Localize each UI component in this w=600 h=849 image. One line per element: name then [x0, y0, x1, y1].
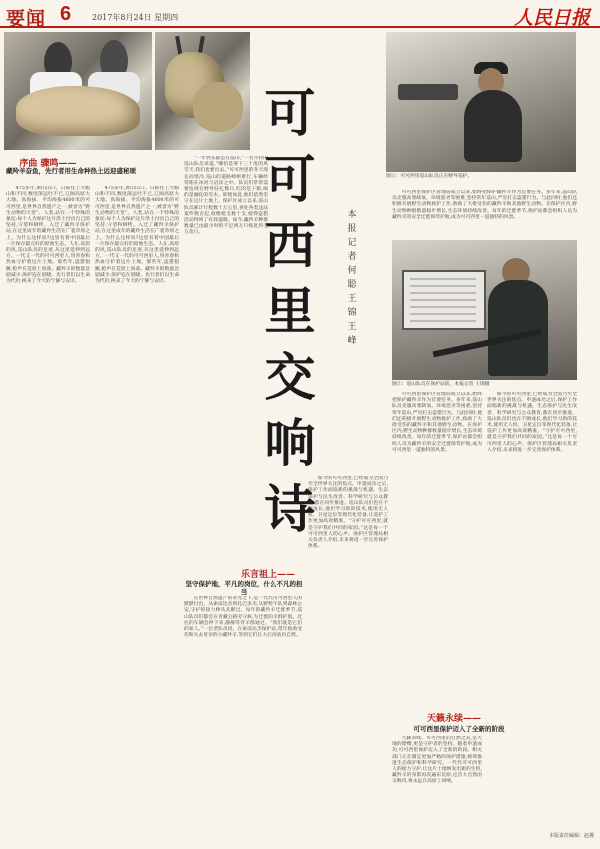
- photo-antelopes: [155, 32, 250, 150]
- section-subheading-prelude: 藏羚羊奋鱼，先行者用生命种热土远迎盛秘颂: [6, 167, 136, 175]
- section-heading-movement: 乐言祖上——: [240, 570, 295, 580]
- article-column-6: 可可西里保护区管理局成立以来,始终把保护藏羚羊作为首要任务。多年来,巡山队员克服高寒缺氧、环境恶劣等困难,坚持常年巡山,严厉打击盗猎行为。与此同时,他们还积极开展野生动物救护工作,救助了大批受伤的藏羚羊和其他野生动物。在保护区内,野生动物种群数量稳步增长,生态环境持续改善。每年的迁徙季节,保护站都会组织人员为藏羚羊的安全迁徙保驾护航,成为可可西里一道独特的风景。: [392, 190, 577, 220]
- masthead-logo: 人民日报: [513, 7, 590, 29]
- article-column-8: 如今的可可西里,已经成为全国乃至全世界关注的焦点。申遗成功之后,保护工作面临新的挑战与机遇。生态保护与民生改善、科学研究与公众教育,都在同步推进。巡山队员们也在不断成长,他们学习新的技术,使用无人机、卫星定位等现代化装备,让巡护工作更加高效精准。“守护可可西里,就是守护我们共同的家园。”这是每一个可可西里人的心声。保护区管理局相关负责人介绍,未来将进一步完善保护体系。: [487, 392, 577, 453]
- section-subheading-finale: 可可西里保护迈入了全新的阶段: [413, 725, 505, 733]
- page-number: 6: [60, 3, 72, 25]
- editor-credit: 本版责任编辑：赵翼: [548, 833, 594, 839]
- photo-ranger-at-station: [392, 240, 577, 380]
- page-header: [0, 0, 600, 28]
- photo-ranger-observing: [386, 32, 576, 172]
- section-subheading-movement: 坚守保护地，平凡的岗位，什么不凡的担当: [185, 580, 303, 596]
- section-name: 要闻: [6, 9, 47, 30]
- article-column-2: 475多年,黄山山口。日际往上大帽山和不同,数度深远吐不已,辽阔高原大大地。高海拔、平均海拔4600米的可可西里,是世界自然遗产之一,被誉为“野生动物的天堂”。人类,站在一个特殊的象征:每个人为保护这片净土付出自己的坚持,守望和牺牲。入迁了藏羚羊保护站,在这里成年的藏羚生活在广袤草原之上。为什么这样说?这里有着中国最后一片保存最完好的原始生态。人在,高原的风,巡山队员的足迹,从这里延伸到远方。一代又一代的可可西里人,用青春和热血守护着这片土地。那些年,盗猎猖獗,枪声在荒原上回荡。藏羚羊的数量急剧减少,保护迫在眉睫。先行者们以生命为代价,换来了今天的宁静与安详。: [95, 186, 179, 285]
- section-heading-prelude: 序曲 骤鸣——: [19, 159, 77, 169]
- article-column-4: 在世界自然遗产的荣光之下,是一代代可可西里人的默默付出。从索南达杰到扎巴多杰,从野牦牛队到森林公安,守护的接力棒从未断过。每年的藏羚羊迁徙季节,巡山队员们都会在青藏公路旁守候,为迁徙的羊群护航。过往的车辆会停下来,静静等待羊群通过。“我们就是它们的家人。”一位老队员说。在索南达杰保护站,常年救助受伤和失去母亲的小藏羚羊,等到它们长大后再放归自然。: [184, 596, 302, 639]
- article-column-5: 如今的可可西里,已经成为全国乃至全世界关注的焦点。申遗成功之后,保护工作面临新的挑战与机遇。生态保护与民生改善、科学研究与公众教育,都在同步推进。巡山队员们也在不断成长,他们学习新的技术,使用无人机、卫星定位等现代化装备,让巡护工作更加高效精准。“守护可可西里,就是守护我们共同的家园。”这是每一个可可西里人的心声。保护区管理局相关负责人介绍,未来将进一步完善保护体系。: [308, 476, 388, 550]
- headline-title: 可 可 西 里 交 响 诗: [264, 85, 316, 540]
- article-column-1: 475多年,黄山山口。日际往上大帽山和不同,数度深远吐不已,辽阔高原大大地。高海拔、平均海拔4600米的可可西里,是世界自然遗产之一,被誉为“野生动物的天堂”。人类,站在一个特殊的象征:每个人为保护这片净土付出自己的坚持,守望和牺牲。入迁了藏羚羊保护站,在这里成年的藏羚生活在广袤草原之上。为什么这样说?这里有着中国最后一片保存最完好的原始生态。人在,高原的风,巡山队员的足迹,从这里延伸到远方。一代又一代的可可西里人,用青春和热血守护着这片土地。那些年,盗猎猖獗,枪声在荒原上回荡。藏羚羊的数量急剧减少,保护迫在眉睫。先行者们以生命为代价,换来了今天的宁静与安详。: [6, 186, 90, 285]
- photo-caption-1: 图①：可可西里巡山队员正在野外巡护。: [386, 174, 473, 179]
- byline: 本 报 记 者 何 聪 王 锦 王 峰: [347, 210, 357, 346]
- photo-caption-2: 图②：巡山队员在保护站前。本报记者 王锦摄: [392, 382, 490, 387]
- section-heading-finale: 天籁永续——: [426, 714, 481, 724]
- photo-scientists-with-sheep: [4, 32, 152, 150]
- article-column-9: 天籁永续。可可西里的自然之美,是大地的馈赠,更是守护者的坚持。随着申遗成功,可可西里保护迈入了全新的阶段。相关部门正在制定更加严格的保护措施,统筹推进生态保护和科学研究。一代代可可西里人的接力守护,让这片土地焕发出新的生机,藏羚羊的身影再次遍布荒原,这首大自然的交响诗,将永远在高原上回响。: [392, 736, 482, 785]
- article-column-7: 可可西里保护区管理局成立以来,始终把保护藏羚羊作为首要任务。多年来,巡山队员克服高寒缺氧、环境恶劣等困难,坚持常年巡山,严厉打击盗猎行为。与此同时,他们还积极开展野生动物救护工作,救助了大批受伤的藏羚羊和其他野生动物。在保护区内,野生动物种群数量稳步增长,生态环境持续改善。每年的迁徙季节,保护站都会组织人员为藏羚羊的安全迁徙保驾护航,成为可可西里一道独特的风景。: [392, 392, 482, 453]
- issue-date: 2017年8月24日 星期四: [92, 13, 179, 22]
- article-column-3: “一年到头都是在巡山,”一名年轻的巡山队员说道,“哪怕是零下三十度的风雪天,我们也要出去。”可可西里的冬天漫长而寒冷,巡山的道路崎岖难行,车辆经常陷在冰河与沼泽之中。队员们常常需要连续在野外驻扎数日,吃的是干粮,喝的是融化的雪水。即使如此,他们依然坚守在这片土地上。保护区成立以来,巡山队员累计行程数十万公里,查处各类违法案件数百起,收缴枪支数十支,使得盗猎活动得到了有效遏制。如今,藏羚羊种群数量已由最少时的不足两万只恢复到七万余只。: [184, 156, 268, 236]
